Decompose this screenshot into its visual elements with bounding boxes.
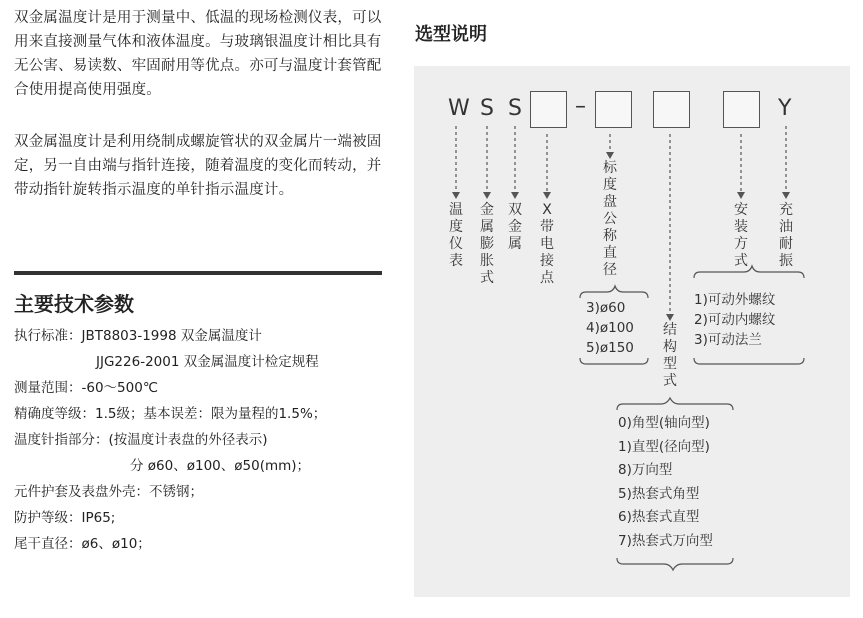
intro-paragraph-1: 双金属温度计是用于测量中、低温的现场检测仪表，可以用来直接测量气体和液体温度。与玻璃银温度计相比具有无公害、易读数、牢固耐用等优点。亦可与温度计套管配合使用提高使用强度。 — [14, 10, 382, 98]
structure-option: 0)角型(轴向型) — [618, 415, 710, 431]
selection-title: 选型说明 — [415, 24, 487, 45]
structure-option: 8)万向型 — [618, 462, 673, 478]
spec-line: 元件护套及表盘外壳：不锈钢； — [14, 484, 203, 500]
label-dial-diameter: 标度盘公称直径 — [603, 160, 617, 278]
dial-options-list — [586, 298, 634, 358]
code-letter-w: W — [448, 96, 470, 121]
structure-option: 1)直型(径向型) — [618, 438, 710, 455]
spec-line: 执行标准：JBT8803-1998 双金属温度计 — [14, 328, 262, 344]
label-structure-type: 结构型式 — [663, 322, 677, 389]
spec-line: JJG226-2001 双金属温度计检定规程 — [96, 354, 319, 370]
model-code-panel — [414, 66, 850, 597]
label-bimetal: 双金属 — [508, 202, 522, 252]
spec-line: 分 ø60、ø100、ø50(mm)； — [130, 458, 311, 474]
label-metal-expansion: 金属膨胀式 — [480, 202, 494, 286]
code-letter-s: S — [508, 96, 522, 121]
code-box-contact — [530, 91, 567, 128]
specs-title: 主要技术参数 — [14, 292, 134, 316]
structure-options-list — [618, 412, 713, 553]
spec-line: 测量范围：-60～500℃ — [14, 380, 158, 396]
spec-line: 防护等级：IP65; — [14, 510, 116, 526]
dial-option: 5)ø150 — [586, 340, 634, 356]
label-oil-filled: 充油耐振 — [779, 202, 793, 269]
spec-line: 温度针指部分：(按温度计表盘的外径表示) — [14, 432, 268, 448]
label-mounting-method: 安装方式 — [734, 202, 748, 269]
mount-option: 1)可动外螺纹 — [694, 292, 776, 308]
dial-option: 3)ø60 — [586, 300, 626, 316]
structure-option: 7)热套式万向型 — [618, 532, 713, 549]
label-electric-contact: X带电接点 — [540, 202, 554, 286]
code-dash: – — [575, 94, 586, 119]
code-box-dial-size — [595, 91, 632, 128]
structure-option: 5)热套式角型 — [618, 485, 700, 502]
code-box-structure — [653, 91, 690, 128]
mount-option: 3)可动法兰 — [694, 332, 762, 348]
mount-option: 2)可动内螺纹 — [694, 312, 776, 328]
code-letter-s: S — [480, 96, 494, 121]
intro-paragraph-2: 双金属温度计是利用绕制成螺旋管状的双金属片一端被固定，另一自由端与指针连接，随着温度的变化而转动，并带动指针旋转指示温度的单针指示温度计。 — [14, 134, 382, 198]
label-temperature-instrument: 温度仪表 — [449, 202, 463, 269]
spec-line: 精确度等级：1.5级；基本误差：限为量程的1.5%； — [14, 406, 327, 422]
spec-line: 尾干直径：ø6、ø10； — [14, 536, 151, 552]
structure-option: 6)热套式直型 — [618, 509, 700, 525]
mount-options-list — [694, 290, 775, 350]
code-letter-y: Y — [778, 96, 792, 121]
section-divider — [14, 271, 382, 275]
code-box-mounting — [723, 91, 760, 128]
dial-option: 4)ø100 — [586, 320, 634, 336]
